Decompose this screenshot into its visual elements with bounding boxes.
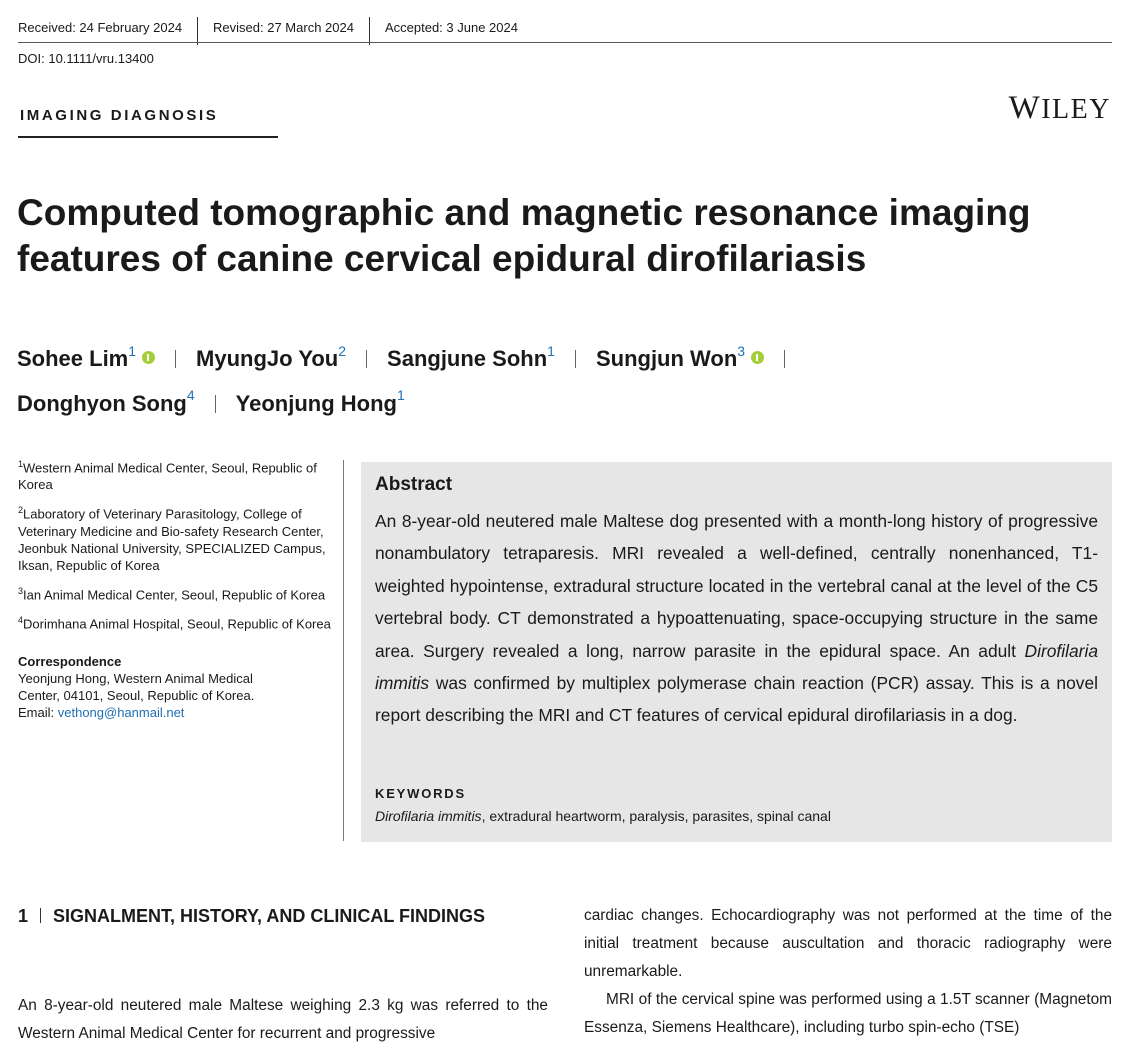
author-affiliation-marker: 3 <box>737 343 746 359</box>
correspondence-line: Yeonjung Hong, Western Animal Medical <box>18 671 253 687</box>
author-line <box>17 378 1107 422</box>
affiliation-number: 1 <box>18 459 24 469</box>
abstract-text-part: An 8-year-old neutered male Maltese dog presented with a month-long history of progressive nonambulatory tetraparesis. MRI revealed a well-defined, centrally nonenhanced, T1-weighted hypointense, extradural structure located in the vertebral canal at the level of the C5 vertebral body. CT demonstrated a hypoattenuating, space-occupying structure in the same area. Surgery revealed a long, narrow parasite in the epidural space. An adult <box>375 511 1098 661</box>
abstract-text <box>375 505 1098 732</box>
author-name: Sohee Lim <box>17 346 129 372</box>
section-number-separator <box>40 908 41 923</box>
correspondence-line: Center, 04101, Seoul, Republic of Korea. <box>18 688 255 704</box>
affiliation-text: Dorimhana Animal Hospital, Seoul, Republic of Korea <box>23 616 331 632</box>
author-separator <box>215 395 216 413</box>
article-section-label: IMAGING DIAGNOSIS <box>20 107 219 124</box>
keywords-list <box>375 808 831 824</box>
article-title: Computed tomographic and magnetic resonance imaging features of canine cervical epidural dirofilariasis <box>17 192 1031 279</box>
article-dates <box>18 17 518 37</box>
author[interactable] <box>235 387 405 416</box>
author-name: Sungjun Won <box>595 346 738 372</box>
author-affiliation-marker: 1 <box>128 343 137 359</box>
accepted-date: Accepted: 3 June 2024 <box>384 19 518 35</box>
keyword-species: Dirofilaria immitis <box>375 808 482 824</box>
abstract-heading: Abstract <box>375 474 453 495</box>
section-label-rule <box>18 136 278 138</box>
publisher-logo-initial: W <box>1008 90 1042 126</box>
keywords-label: KEYWORDS <box>375 786 466 801</box>
column-divider <box>343 460 344 841</box>
publisher-logo <box>1009 90 1111 127</box>
email-label: Email: <box>18 705 55 721</box>
author[interactable] <box>387 343 555 372</box>
email-link[interactable]: vethong@hanmail.net <box>57 705 185 721</box>
author-list <box>17 334 1107 423</box>
body-paragraph: MRI of the cervical spine was performed using a 1.5T scanner (Magnetom Essenza, Siemens Healthcare), including turbo spin-echo (TSE) <box>584 991 1112 1036</box>
affiliation-number: 2 <box>18 505 24 516</box>
affiliation-text: Ian Animal Medical Center, Seoul, Republic of Korea <box>23 586 326 602</box>
affiliation-text: Western Animal Medical Center, Seoul, Republic of Korea <box>18 460 317 493</box>
author-name: MyungJo You <box>196 346 339 372</box>
author-separator <box>366 350 367 368</box>
doi[interactable]: DOI: 10.1111/vru.13400 <box>18 51 154 66</box>
correspondence-label: Correspondence <box>18 654 122 670</box>
author[interactable] <box>595 343 764 372</box>
affiliation <box>18 612 333 632</box>
author-name: Yeonjung Hong <box>235 390 397 416</box>
date-separator <box>369 17 370 45</box>
header-rule <box>18 42 1112 43</box>
author[interactable] <box>17 343 155 372</box>
affiliation <box>18 456 333 493</box>
author-name: Donghyon Song <box>17 390 187 416</box>
orcid-icon[interactable] <box>751 351 764 364</box>
keywords-rest: , extradural heartworm, paralysis, parasites, spinal canal <box>481 808 831 824</box>
author-affiliation-marker: 1 <box>547 343 555 359</box>
date-separator <box>197 17 198 45</box>
author-separator <box>575 350 576 368</box>
body-paragraph: An 8-year-old neutered male Maltese weighing 2.3 kg was referred to the Western Animal Medical Center for recurrent and progressive <box>18 997 548 1042</box>
body-paragraph: cardiac changes. Echocardiography was not performed at the time of the initial treatment because auscultation and thoracic radiography were unremarkable. <box>584 907 1112 980</box>
author[interactable] <box>196 343 347 372</box>
author-separator <box>784 350 785 368</box>
section-title: SIGNALMENT, HISTORY, AND CLINICAL FINDINGS <box>53 906 486 926</box>
publisher-logo-rest: ILEY <box>1041 94 1111 125</box>
author-line <box>17 334 1107 378</box>
affiliations <box>18 456 333 721</box>
affiliation-text: Laboratory of Veterinary Parasitology, College of Veterinary Medicine and Bio-safety Research Center, Jeonbuk National University, SPECIALIZED Campus, Iksan, Republic of Korea <box>18 506 326 573</box>
affiliation-number: 4 <box>18 614 24 625</box>
author-affiliation-marker: 2 <box>338 343 347 359</box>
orcid-icon[interactable] <box>142 351 155 364</box>
affiliation <box>18 502 333 573</box>
correspondence-email-line <box>18 704 333 721</box>
author-name: Sangjune Sohn <box>387 346 548 372</box>
right-column <box>584 902 1112 1042</box>
revised-date: Revised: 27 March 2024 <box>213 19 354 35</box>
author[interactable] <box>17 387 195 416</box>
abstract-text-part: was confirmed by multiplex polymerase chain reaction (PCR) assay. This is a novel report describing the MRI and CT features of cervical epidural dirofilariasis in a dog. <box>375 673 1098 726</box>
species-name: Dirofilaria immitis <box>375 640 1098 694</box>
author-separator <box>175 350 176 368</box>
author-affiliation-marker: 4 <box>186 387 195 404</box>
received-date: Received: 24 February 2024 <box>18 19 183 35</box>
section-number: 1 <box>18 906 29 926</box>
section-heading <box>18 903 538 930</box>
affiliation <box>18 583 333 603</box>
affiliation-number: 3 <box>18 585 24 596</box>
author-affiliation-marker: 1 <box>396 387 405 404</box>
